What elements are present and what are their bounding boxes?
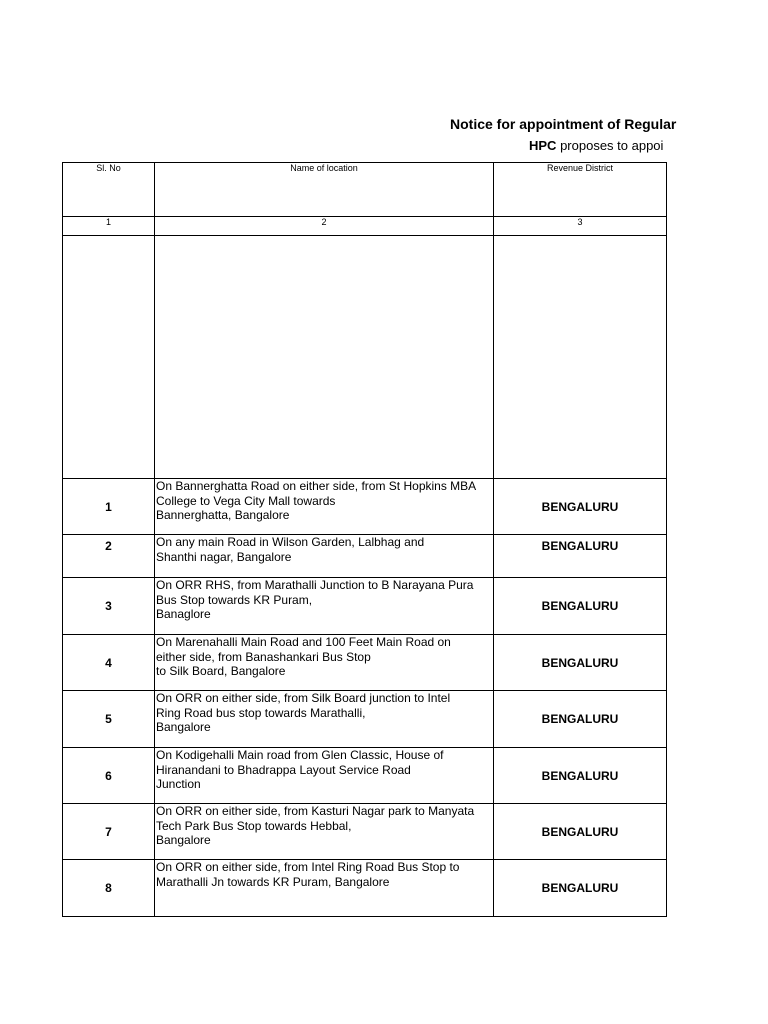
- blank-row: [63, 236, 667, 479]
- header-district: Revenue District: [494, 163, 667, 217]
- location-cell: [155, 860, 494, 917]
- serial-number: 4: [63, 635, 155, 691]
- location-line: Junction: [156, 777, 201, 791]
- location-line: On ORR on either side, from Intel Ring Road Bus Stop to: [156, 860, 460, 874]
- blank-cell: [155, 236, 494, 479]
- column-number-row: [63, 217, 667, 236]
- location-line: Bangalore: [156, 720, 211, 734]
- location-line: On Bannerghatta Road on either side, from St Hopkins MBA: [156, 479, 477, 493]
- column-number: 2: [155, 217, 494, 236]
- table-row: [63, 535, 667, 578]
- location-line: Hiranandani to Bhadrappa Layout Service Road: [156, 762, 411, 777]
- location-line: Shanthi nagar, Bangalore: [156, 549, 292, 564]
- table-row: [63, 860, 667, 917]
- notice-title: Notice for appointment of Regular: [450, 116, 677, 132]
- district-cell: BENGALURU: [494, 804, 667, 860]
- blank-cell: [63, 236, 155, 479]
- location-line: On ORR on either side, from Kasturi Nagar park to Manyata: [156, 804, 475, 818]
- locations-table: [62, 162, 667, 917]
- location-cell: [155, 804, 494, 860]
- serial-number: 3: [63, 578, 155, 635]
- district-cell: BENGALURU: [494, 578, 667, 635]
- serial-number: 2: [63, 535, 155, 578]
- district-cell: BENGALURU: [494, 860, 667, 917]
- location-line: Bangalore: [156, 833, 211, 847]
- column-number: 1: [63, 217, 155, 236]
- location-line: On ORR on either side, from Silk Board junction to Intel: [156, 691, 451, 705]
- location-line: Banaglore: [156, 607, 211, 621]
- location-line: either side, from Banashankari Bus Stop: [156, 649, 371, 664]
- header-location: Name of location: [155, 163, 494, 217]
- table-row: [63, 691, 667, 748]
- location-cell: [155, 535, 494, 578]
- subtitle-text: proposes to appoi: [556, 138, 664, 153]
- location-cell: [155, 748, 494, 804]
- location-line: On any main Road in Wilson Garden, Lalbhag and: [156, 535, 425, 549]
- serial-number: 5: [63, 691, 155, 748]
- location-line: College to Vega City Mall towards: [156, 493, 336, 508]
- location-line: to Silk Board, Bangalore: [156, 664, 286, 678]
- serial-number: 6: [63, 748, 155, 804]
- district-cell: BENGALURU: [494, 535, 667, 578]
- location-cell: [155, 479, 494, 535]
- table-row: [63, 635, 667, 691]
- district-cell: BENGALURU: [494, 479, 667, 535]
- table-row: [63, 578, 667, 635]
- location-line: Tech Park Bus Stop towards Hebbal,: [156, 818, 352, 833]
- location-cell: [155, 635, 494, 691]
- district-cell: BENGALURU: [494, 748, 667, 804]
- subtitle-company: HPC: [529, 138, 557, 153]
- header-row: [63, 163, 667, 217]
- location-line: Bus Stop towards KR Puram,: [156, 592, 313, 607]
- location-line: On Kodigehalli Main road from Glen Classic, House of: [156, 748, 444, 762]
- location-cell: [155, 578, 494, 635]
- location-line: Ring Road bus stop towards Marathalli,: [156, 705, 366, 720]
- serial-number: 8: [63, 860, 155, 917]
- table-row: [63, 804, 667, 860]
- blank-cell: [494, 236, 667, 479]
- table-row: [63, 479, 667, 535]
- location-line: On ORR RHS, from Marathalli Junction to B Narayana Pura: [156, 578, 474, 592]
- district-cell: BENGALURU: [494, 691, 667, 748]
- serial-number: 7: [63, 804, 155, 860]
- location-cell: [155, 691, 494, 748]
- column-number: 3: [494, 217, 667, 236]
- serial-number: 1: [63, 479, 155, 535]
- location-line: Bannerghatta, Bangalore: [156, 508, 290, 522]
- table-row: [63, 748, 667, 804]
- district-cell: BENGALURU: [494, 635, 667, 691]
- notice-subtitle: [529, 138, 768, 153]
- location-line: Marathalli Jn towards KR Puram, Bangalore: [156, 874, 390, 889]
- location-line: On Marenahalli Main Road and 100 Feet Main Road on: [156, 635, 451, 649]
- header-sl-no: Sl. No: [63, 163, 155, 217]
